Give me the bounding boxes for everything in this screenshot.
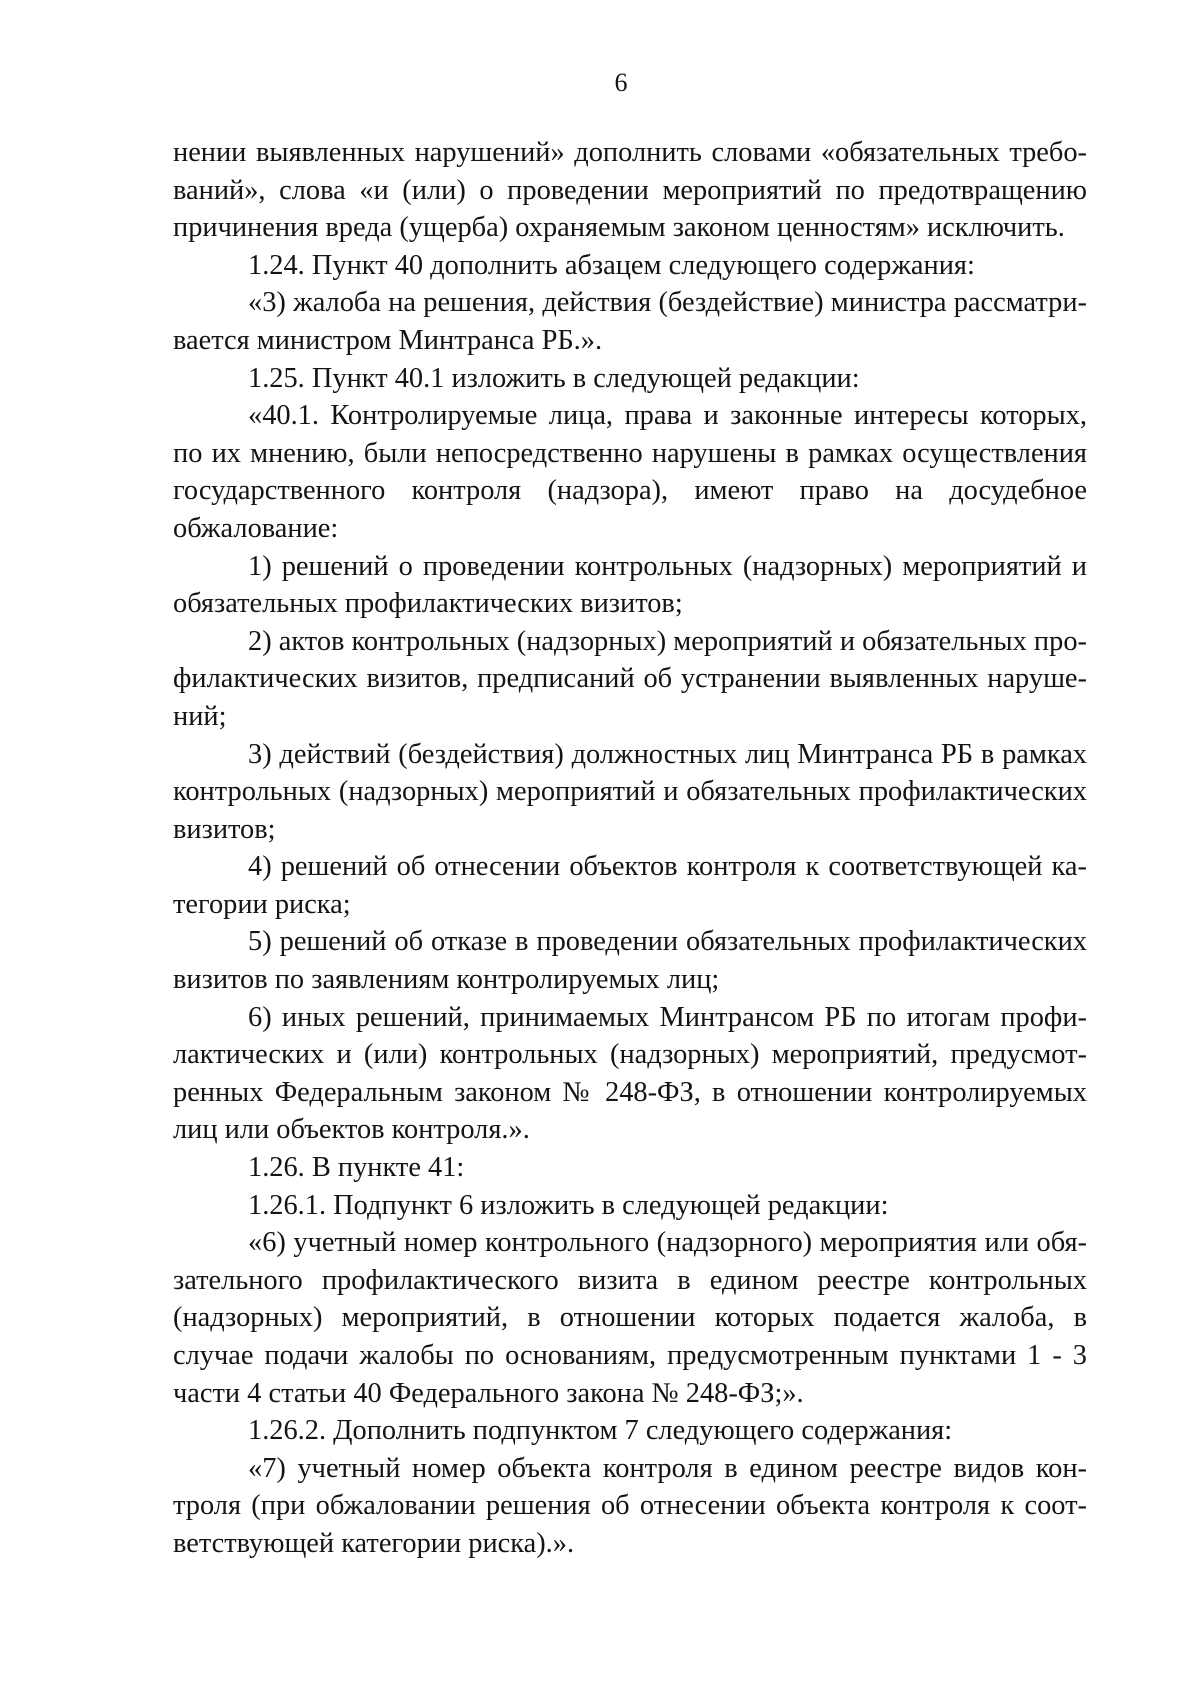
paragraph-1-24: 1.24. Пункт 40 дополнить абзацем следующего содержания:	[248, 249, 975, 281]
list-item-5: 5) решений об отказе в проведении обязательных профилактических визитов по заявлениям контролируемых лиц;	[173, 926, 1087, 996]
paragraph-quote-6: «6) учетный номер контрольного (надзорного) мероприятия или обязательного профилактического визита в едином реестре контрольных (надзорных) мероприятий, в отношении которых подается жалоба, в случае подачи жалобы по основаниям, предусмотренным пунктами 1 - 3 части 4 статьи 40 Федерального закона № 248-ФЗ;».	[173, 1227, 1087, 1409]
paragraph-quote-7: «7) учетный номер объекта контроля в едином реестре видов контроля (при обжаловании решения об отнесении объекта контроля к соответствующей категории риска).».	[173, 1452, 1087, 1559]
list-item-3: 3) действий (бездействия) должностных лиц Минтранса РБ в рамках контрольных (надзорных) мероприятий и обязательных профилактических визитов;	[173, 738, 1087, 845]
list-item-1: 1) решений о проведении контрольных (надзорных) мероприятий и обязательных профилактических визитов;	[173, 550, 1087, 620]
document-body	[173, 134, 1087, 1563]
page-number: 6	[614, 68, 628, 97]
paragraph-continuation: нении выявленных нарушений» дополнить словами «обязательных требований», слова «и (или) о проведении мероприятий по предотвращению причинения вреда (ущерба) охраняемым законом ценностям» исключить.	[173, 137, 1087, 244]
paragraph-1-25: 1.25. Пункт 40.1 изложить в следующей редакции:	[248, 362, 860, 394]
paragraph-1-26-1: 1.26.1. Подпункт 6 изложить в следующей редакции:	[248, 1189, 889, 1221]
list-item-4: 4) решений об отнесении объектов контроля к соответствующей категории риска;	[173, 851, 1087, 920]
paragraph-40-1: «40.1. Контролируемые лица, права и законные интересы которых, по их мнению, были непосредственно нарушены в рамках осуществления государственного контроля (надзора), имеют право на досудебное обжалование:	[173, 400, 1087, 544]
paragraph-1-26-2: 1.26.2. Дополнить подпунктом 7 следующего содержания:	[248, 1415, 953, 1447]
paragraph-1-26: 1.26. В пункте 41:	[248, 1152, 465, 1184]
list-item-2: 2) актов контрольных (надзорных) мероприятий и обязательных профилактических визитов, предписаний об устранении выявленных нарушений;	[173, 625, 1087, 732]
paragraph-quote-3: «3) жалоба на решения, действия (бездействие) министра рассматривается министром Минтранса РБ.».	[173, 287, 1087, 356]
list-item-6: 6) иных решений, принимаемых Минтрансом РБ по итогам профилактических и (или) контрольных (надзорных) мероприятий, предусмотренных Федеральным законом № 248-ФЗ, в отношении контролируемых лиц или объектов контроля.».	[173, 1001, 1087, 1146]
